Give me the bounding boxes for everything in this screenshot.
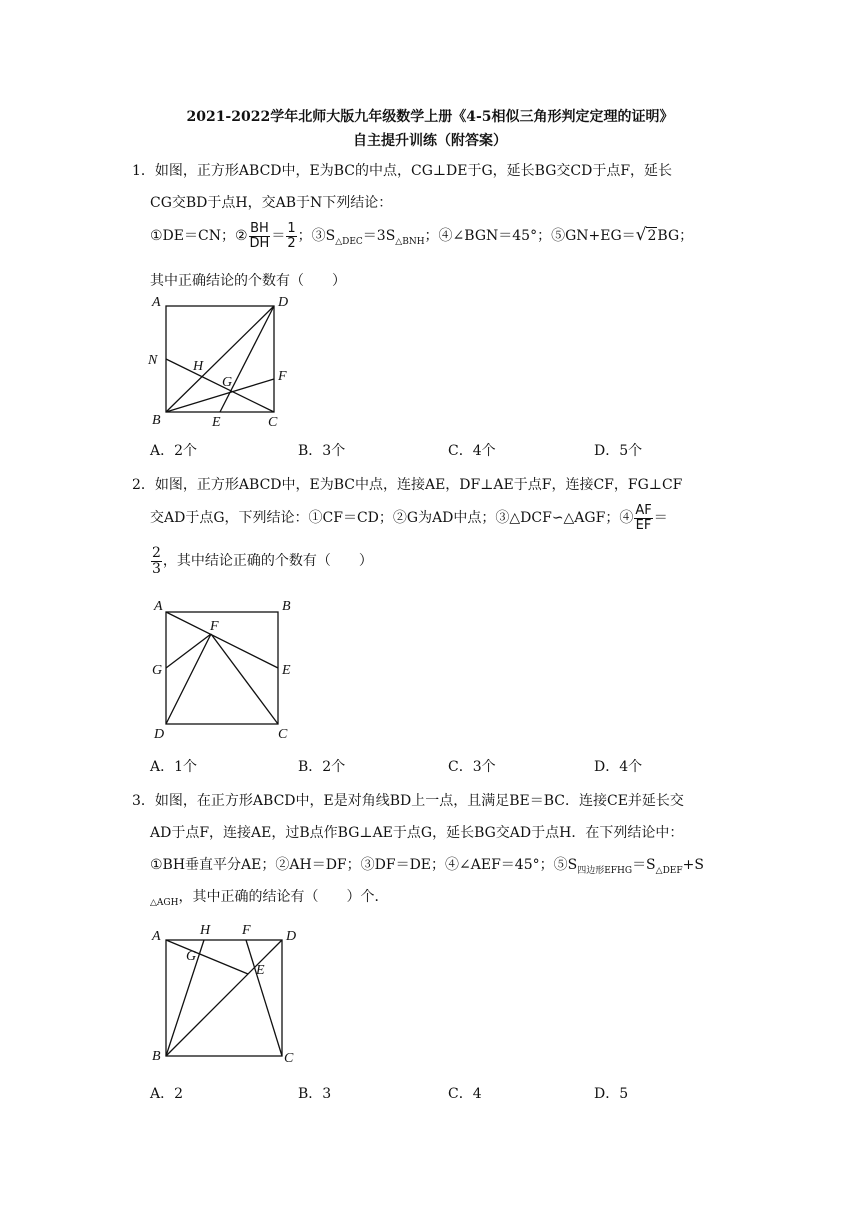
q3-line3 (150, 854, 704, 876)
doc-title-line2: 自主提升训练（附答案） (353, 133, 507, 149)
q2-line3-text: ，其中结论正确的个数有（ ） (162, 553, 373, 570)
q1-label-e: E (212, 415, 221, 430)
doc-title-line1: 2021-2022学年北师大版九年级数学上册《4-5相似三角形判定定理的证明》 (186, 109, 674, 125)
q1-sqrt-sign: √ (635, 225, 647, 246)
q1-c3-pre: ；③S (297, 228, 336, 245)
q1-conclusions (150, 222, 693, 250)
q1-label-g: G (222, 375, 233, 390)
q2-label-f: F (210, 619, 219, 634)
q3-figure (140, 918, 320, 1068)
q3-line3-mid: ＝S (632, 857, 656, 873)
q3-label-a: A (152, 929, 161, 944)
q1-line4: 其中正确结论的个数有（ ） (150, 273, 346, 289)
q3-line4-sub: △AGH (150, 897, 179, 908)
q3-line3-pre: ①BH垂直平分AE；②AH＝DF；③DF＝DE；④∠AEF＝45°；⑤S (150, 857, 578, 873)
q3-option-c[interactable]: C．4 (448, 1086, 482, 1102)
q2-label-c: C (278, 727, 288, 742)
q2-v-num: 2 (152, 545, 161, 561)
q2-frac-den: EF (635, 517, 652, 533)
q2-frac-num: AF (635, 503, 652, 518)
q2-line1: 2．如图，正方形ABCD中，E为BC中点，连接AE，DF⊥AE于点F，连接CF，FG⊥CF (132, 477, 683, 493)
q3-option-d[interactable]: D．5 (594, 1086, 629, 1102)
q2-line2 (150, 504, 668, 532)
q1-label-c: C (268, 415, 278, 430)
q3-option-a[interactable]: A．2 (150, 1086, 184, 1102)
q1-option-a[interactable]: A．2个 (150, 443, 198, 459)
q3-line3-end: +S (682, 857, 704, 873)
q2-line3 (150, 546, 373, 576)
q1-option-b[interactable]: B．3个 (298, 443, 346, 459)
q1-label-h: H (193, 359, 204, 374)
q2-option-d[interactable]: D．4个 (594, 759, 643, 775)
q1-c3-mid: ＝3S (362, 228, 396, 245)
q1-eq: ＝ (271, 228, 286, 245)
q3-option-b[interactable]: B．3 (298, 1086, 332, 1102)
q1-line1: 1．如图，正方形ABCD中，E为BC的中点，CG⊥DE于G，延长BG交CD于点F，延长 (132, 163, 673, 179)
q1-frac-bh-dh (249, 222, 271, 250)
q1-label-d: D (278, 295, 289, 310)
q3-line1: 3．如图，在正方形ABCD中，E是对角线BD上一点，且满足BE＝BC．连接CE并延长交 (132, 793, 684, 809)
q1-frac-num: BH (250, 221, 269, 236)
q2-line2-pre: 交AD于点G，下列结论：①CF＝CD；②G为AD中点；③△DCF∽△AGF；④ (150, 510, 634, 527)
q2-eq: ＝ (653, 510, 668, 527)
q3-line2: AD于点F，连接AE，过B点作BG⊥AE于点G，延长BG交AD于点H．在下列结论中： (150, 825, 684, 841)
q1-label-f: F (278, 369, 287, 384)
q1-label-b: B (152, 413, 161, 428)
q3-line4 (150, 886, 388, 908)
q2-frac-two-thirds (151, 546, 162, 576)
q2-label-a: A (154, 599, 163, 614)
q1-frac-half (286, 222, 296, 250)
q3-label-e: E (256, 963, 265, 978)
q1-option-c[interactable]: C．4个 (448, 443, 496, 459)
q2-figure (140, 590, 310, 750)
q3-line4-text: ，其中正确的结论有（ ）个． (178, 889, 389, 905)
q2-v-den: 3 (152, 560, 161, 577)
q2-option-c[interactable]: C．3个 (448, 759, 496, 775)
q3-label-d: D (286, 929, 297, 944)
q1-label-n: N (148, 353, 158, 368)
q3-line3-sub: 四边形EFHG (577, 865, 633, 876)
q3-line3-sub2: △DEF (655, 865, 683, 876)
q3-label-h: H (200, 923, 211, 938)
q1-half-num: 1 (287, 221, 296, 236)
q3-label-b: B (152, 1049, 161, 1064)
q2-label-d: D (154, 727, 165, 742)
q1-c3-sub2: △BNH (395, 236, 425, 247)
q1-option-d[interactable]: D．5个 (594, 443, 643, 459)
q1-label-a: A (152, 295, 161, 310)
q3-label-c: C (284, 1051, 294, 1066)
q1-line2: CG交BD于点H，交AB于N下列结论： (150, 195, 393, 211)
q2-label-b: B (282, 599, 291, 614)
q1-sqrt-val: 2 (647, 228, 657, 245)
q1-c3-sub: △DEC (335, 236, 363, 247)
q1-half-den: 2 (287, 235, 296, 251)
q3-label-f: F (242, 923, 251, 938)
q2-label-g: G (152, 663, 163, 678)
q1-c5-end: BG； (657, 228, 694, 245)
q3-label-g: G (186, 949, 197, 964)
q2-label-e: E (282, 663, 291, 678)
q2-frac-af-ef (634, 504, 652, 532)
q2-option-b[interactable]: B．2个 (298, 759, 346, 775)
q1-figure (140, 292, 310, 432)
q2-option-a[interactable]: A．1个 (150, 759, 198, 775)
q1-c4: ；④∠BGN＝45°；⑤GN+EG＝ (424, 228, 636, 245)
q1-frac-den: DH (249, 235, 270, 251)
q1-c1: ①DE＝CN；② (150, 228, 248, 245)
